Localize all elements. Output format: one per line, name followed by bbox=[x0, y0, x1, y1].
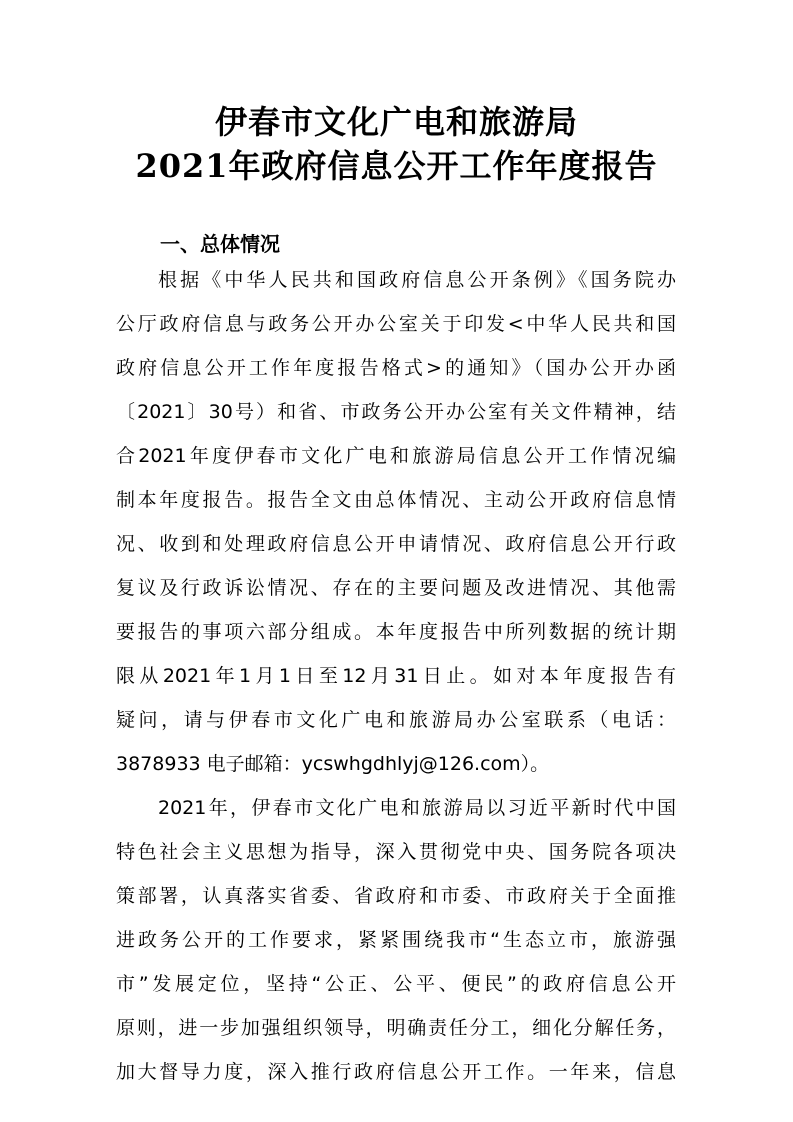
document-title-line-1: 伊春市文化广电和旅游局 bbox=[214, 103, 578, 141]
paragraph-1-line: 制本年度报告。报告全文由总体情况、主动公开政府信息情 bbox=[116, 489, 676, 511]
paragraph-2-line: 加大督导力度，深入推行政府信息公开工作。一年来，信息 bbox=[116, 1061, 676, 1083]
paragraph-1-line: 3878933 电子邮箱：ycswhgdhlyj@126.com）。 bbox=[116, 753, 550, 775]
document-title-line-2: 2021年政府信息公开工作年度报告 bbox=[135, 147, 658, 185]
section-heading: 一、总体情况 bbox=[160, 232, 280, 256]
paragraph-2-line: 市”发展定位，坚持“公正、公平、便民”的政府信息公开 bbox=[116, 973, 676, 995]
paragraph-1-line: 况、收到和处理政府信息公开申请情况、政府信息公开行政 bbox=[116, 533, 676, 555]
paragraph-2-line: 特色社会主义思想为指导，深入贯彻党中央、国务院各项决 bbox=[116, 841, 676, 863]
paragraph-2-line: 2021年，伊春市文化广电和旅游局以习近平新时代中国 bbox=[158, 797, 676, 819]
paragraph-1-line: 公厅政府信息与政务公开办公室关于印发<中华人民共和国 bbox=[116, 313, 676, 335]
paragraph-1-line: 政府信息公开工作年度报告格式>的通知》（国办公开办函 bbox=[116, 357, 676, 379]
paragraph-2-line: 策部署，认真落实省委、省政府和市委、市政府关于全面推 bbox=[116, 885, 676, 907]
paragraph-1-line: 〔2021〕30号）和省、市政务公开办公室有关文件精神，结 bbox=[116, 401, 676, 423]
paragraph-1-line: 要报告的事项六部分组成。本年度报告中所列数据的统计期 bbox=[116, 621, 676, 643]
paragraph-1-line: 复议及行政诉讼情况、存在的主要问题及改进情况、其他需 bbox=[116, 577, 676, 599]
paragraph-1-line: 合2021年度伊春市文化广电和旅游局信息公开工作情况编 bbox=[116, 445, 676, 467]
paragraph-2-line: 进政务公开的工作要求，紧紧围绕我市“生态立市，旅游强 bbox=[116, 929, 676, 951]
paragraph-2-line: 原则，进一步加强组织领导，明确责任分工，细化分解任务， bbox=[116, 1017, 676, 1039]
paragraph-1-line: 限从2021年1月1日至12月31日止。如对本年度报告有 bbox=[116, 665, 676, 687]
paragraph-1-line: 根据《中华人民共和国政府信息公开条例》《国务院办 bbox=[158, 269, 676, 291]
paragraph-1-line: 疑问，请与伊春市文化广电和旅游局办公室联系（电话： bbox=[116, 709, 676, 731]
